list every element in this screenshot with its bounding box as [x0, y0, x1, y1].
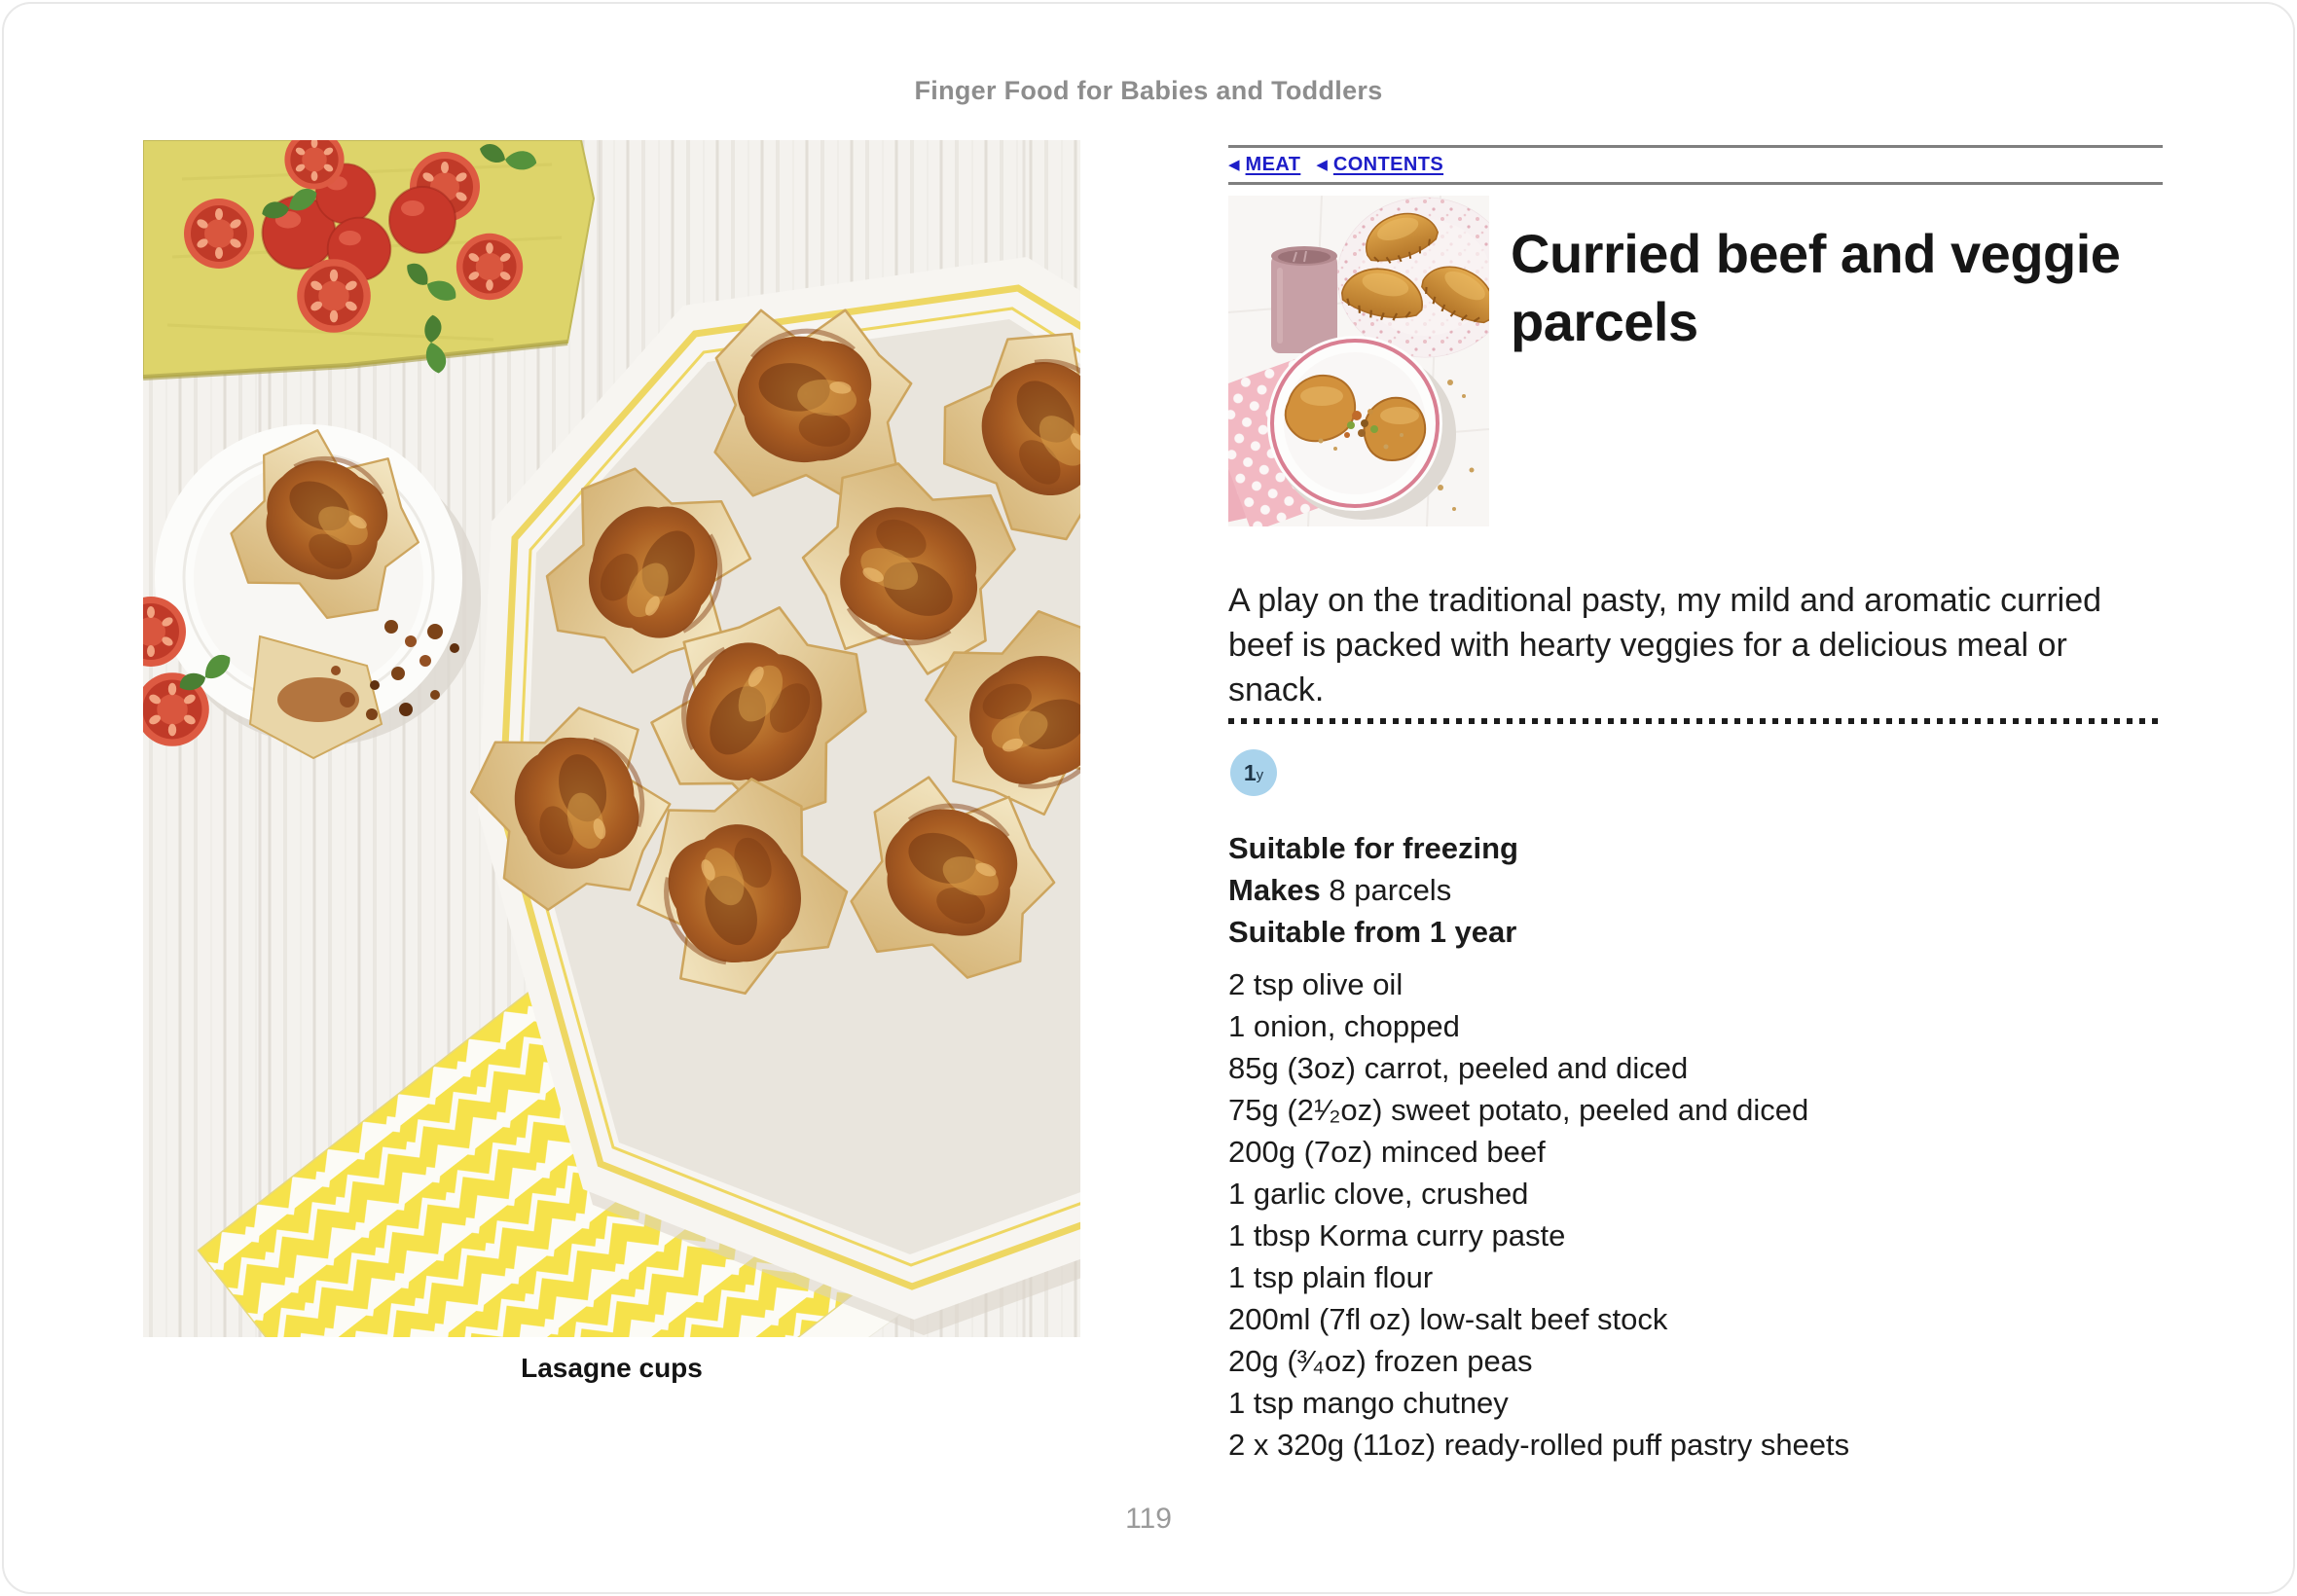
photo-caption: Lasagne cups — [521, 1353, 703, 1383]
recipe-info — [1228, 827, 1518, 953]
meat-section-link[interactable] — [1228, 154, 1300, 176]
makes-label: Makes — [1228, 873, 1321, 907]
recipe-page — [1228, 140, 2163, 1503]
makes-value: 8 parcels — [1320, 873, 1452, 907]
age-badge-number: 1 — [1243, 759, 1257, 785]
lasagne-cups-figure — [143, 140, 1080, 1337]
ingredient-item: 1 tsp plain flour — [1228, 1260, 1434, 1294]
recipe-thumbnail — [1228, 196, 1489, 526]
contents-link[interactable] — [1316, 154, 1443, 176]
book-page — [2, 2, 2295, 1594]
bottom-rule — [1228, 182, 2163, 185]
age-badge — [1230, 749, 1277, 796]
dotted-divider — [1228, 718, 2163, 724]
contents-link-label: CONTENTS — [1332, 153, 1444, 175]
breadcrumb-nav — [1228, 150, 1443, 179]
pink-cup — [1271, 246, 1337, 353]
lasagne-cups-photo — [143, 140, 1080, 1337]
curried-parcels-photo — [1228, 196, 1489, 526]
ingredient-item: 200ml (7fl oz) low-salt beef stock — [1228, 1302, 1668, 1336]
age-badge-unit: y — [1256, 766, 1264, 783]
ingredient-item: 1 tsp mango chutney — [1228, 1386, 1509, 1420]
ingredient-item: 2 tsp olive oil — [1228, 967, 1404, 1001]
freezing-note-text: Suitable for freezing — [1228, 831, 1518, 865]
ingredient-item: 1 garlic clove, crushed — [1228, 1177, 1529, 1211]
top-rule — [1228, 145, 2163, 148]
freezing-note — [1228, 827, 1518, 869]
makes-note — [1228, 869, 1518, 911]
page-number: 119 — [1125, 1503, 1172, 1535]
ingredient-item: 20g (³⁄₄oz) frozen peas — [1228, 1344, 1533, 1378]
ingredient-item: 2 x 320g (11oz) ready-rolled puff pastry sheets — [1228, 1428, 1850, 1462]
back-triangle-icon: ◀ — [1316, 156, 1328, 173]
ingredients-list — [1228, 963, 1849, 1466]
back-triangle-icon: ◀ — [1228, 156, 1240, 173]
ingredient-item: 75g (2¹⁄₂oz) sweet potato, peeled and diced — [1228, 1093, 1809, 1127]
meat-link-label: MEAT — [1245, 153, 1301, 175]
ingredient-item: 200g (7oz) minced beef — [1228, 1135, 1546, 1169]
age-note-text: Suitable from 1 year — [1228, 915, 1517, 949]
book-header-title: Finger Food for Babies and Toddlers — [914, 76, 1383, 105]
age-note — [1228, 911, 1518, 953]
ingredient-item: 1 onion, chopped — [1228, 1009, 1460, 1043]
recipe-title: Curried beef and veggie parcels — [1511, 222, 2121, 352]
recipe-description: A play on the traditional pasty, my mild and aromatic curried beef is packed with hearty veggies for a delicious meal or snack. — [1228, 582, 2102, 708]
ingredient-item: 1 tbsp Korma curry paste — [1228, 1218, 1566, 1252]
ingredient-item: 85g (3oz) carrot, peeled and diced — [1228, 1051, 1689, 1085]
